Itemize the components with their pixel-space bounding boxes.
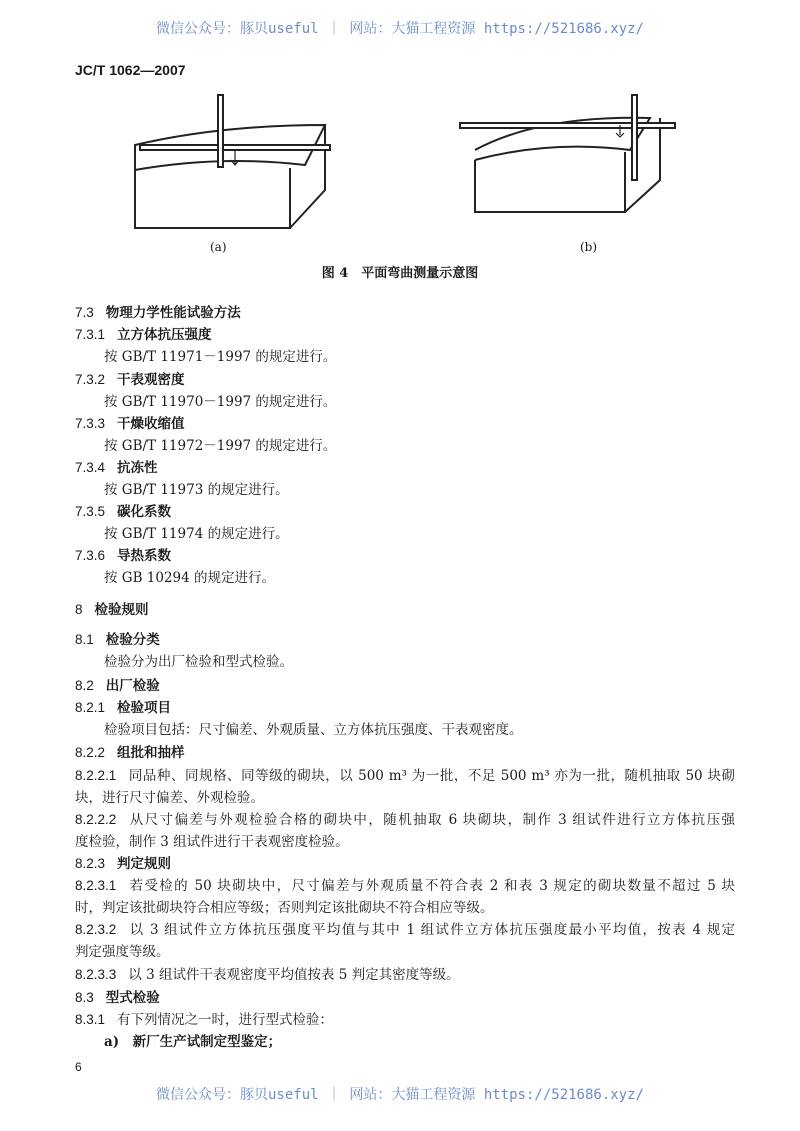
paragraph-text: 按 GB/T 11974 的规定进行。 — [104, 526, 289, 542]
section-heading: 干燥收缩值 — [117, 416, 185, 432]
text-line — [104, 436, 735, 456]
page-number: 6 — [75, 1060, 82, 1074]
section-line — [75, 676, 735, 696]
section-heading: 出厂检验 — [105, 678, 160, 694]
section-number: 7.3.2 — [75, 372, 106, 387]
section-number: 8 — [75, 602, 83, 617]
paragraph-text: 以 3 组试件立方体抗压强度平均值与其中 1 组试件立方体抗压强度最小平均值，按表 4 规定 — [128, 922, 735, 938]
paragraph-text: 若受检的 50 块砌块中，尺寸偏差与外观质量不符合表 2 和表 3 规定的砌块数量不超过 5 块 — [128, 878, 735, 894]
text-line — [75, 788, 735, 808]
section-heading: 检验项目 — [117, 700, 172, 716]
section-number: 7.3.6 — [75, 548, 106, 563]
section-heading: 检验分类 — [105, 632, 160, 648]
document-code: JC/T 1062—2007 — [75, 62, 186, 78]
section-line — [75, 502, 735, 522]
section-number: 7.3.5 — [75, 504, 106, 519]
section-line — [75, 810, 735, 830]
paragraph-text: 同品种、同规格、同等级的砌块，以 500 m³ 为一批，不足 500 m³ 亦为一批，随机抽取 50 块砌 — [128, 768, 735, 784]
section-line — [75, 766, 735, 786]
section-heading: 导热系数 — [117, 548, 172, 564]
section-line — [75, 303, 735, 323]
section-number: 8.2.2 — [75, 745, 106, 760]
paragraph-text: 时，判定该批砌块符合相应等级；否则判定该批砌块不符合相应等级。 — [75, 900, 494, 916]
section-number: 7.3.1 — [75, 327, 106, 342]
section-number: 7.3 — [75, 305, 94, 320]
section-number: 8.1 — [75, 632, 94, 647]
section-heading: 物理力学性能试验方法 — [105, 305, 241, 321]
watermark-top: 微信公众号：豚贝useful ｜ 网站：大猫工程资源 https://521686.xyz/ — [155, 21, 644, 37]
section-line — [75, 1010, 735, 1030]
section-number: 8.2.3.1 — [75, 878, 117, 893]
paragraph-text: 按 GB/T 11971－1997 的规定进行。 — [104, 349, 337, 365]
text-line — [75, 832, 735, 852]
section-line — [75, 414, 735, 434]
paragraph-text: 度检验，制作 3 组试件进行干表观密度检验。 — [75, 834, 349, 850]
section-heading: a) 新厂生产试制定型鉴定； — [104, 1034, 282, 1050]
section-heading: 立方体抗压强度 — [117, 327, 212, 343]
paragraph-text: 按 GB/T 11973 的规定进行。 — [104, 482, 289, 498]
figure-label-b: (b) — [580, 240, 598, 254]
section-line — [75, 698, 735, 718]
section-number: 8.2.3.3 — [75, 967, 117, 982]
section-heading: 抗冻性 — [117, 460, 158, 476]
paragraph-text: 按 GB/T 11970－1997 的规定进行。 — [104, 394, 337, 410]
section-number: 8.3 — [75, 990, 94, 1005]
paragraph-text: 从尺寸偏差与外观检验合格的砌块中，随机抽取 6 块砌块，制作 3 组试件进行立方体抗压强 — [128, 812, 735, 828]
section-heading: 判定规则 — [117, 856, 172, 872]
section-line — [75, 920, 735, 940]
section-line — [75, 876, 735, 896]
paragraph-text: 检验项目包括：尺寸偏差、外观质量、立方体抗压强度、干表观密度。 — [104, 722, 523, 738]
section-number: 7.3.3 — [75, 416, 106, 431]
text-line — [104, 392, 735, 412]
figure-label-a: (a) — [210, 240, 227, 254]
section-line — [75, 630, 735, 650]
section-line — [75, 458, 735, 478]
text-line — [75, 898, 735, 918]
paragraph-text: 按 GB/T 11972－1997 的规定进行。 — [104, 438, 337, 454]
section-line — [75, 743, 735, 763]
paragraph-text: 块，进行尺寸偏差、外观检验。 — [75, 790, 264, 806]
section-heading: 干表观密度 — [117, 372, 185, 388]
section-number: 8.2.2.1 — [75, 768, 117, 783]
text-line — [104, 524, 735, 544]
paragraph-text: 判定强度等级。 — [75, 944, 170, 960]
section-number: 8.2.3.2 — [75, 922, 117, 937]
figure-4-diagram — [120, 90, 700, 240]
section-line — [75, 546, 735, 566]
section-number: 7.3.4 — [75, 460, 106, 475]
section-line — [75, 325, 735, 345]
paragraph-text: 有下列情况之一时，进行型式检验： — [117, 1012, 334, 1028]
section-number: 8.2.1 — [75, 700, 106, 715]
section-line — [75, 988, 735, 1008]
section-line — [75, 600, 735, 620]
text-line — [104, 568, 735, 588]
paragraph-text: 检验分为出厂检验和型式检验。 — [104, 654, 293, 670]
section-line — [75, 370, 735, 390]
text-line — [104, 480, 735, 500]
section-line — [75, 854, 735, 874]
text-line — [104, 652, 735, 672]
section-heading: 检验规则 — [94, 602, 149, 618]
section-number: 8.2 — [75, 678, 94, 693]
paragraph-text: 以 3 组试件干表观密度平均值按表 5 判定其密度等级。 — [128, 967, 460, 983]
text-line — [104, 347, 735, 367]
section-number: 8.2.3 — [75, 856, 106, 871]
section-number: 8.3.1 — [75, 1012, 106, 1027]
watermark-bottom: 微信公众号：豚贝useful ｜ 网站：大猫工程资源 https://521686.xyz/ — [155, 1087, 644, 1103]
section-heading: 碳化系数 — [117, 504, 172, 520]
paragraph-text: 按 GB 10294 的规定进行。 — [104, 570, 276, 586]
section-number: 8.2.2.2 — [75, 812, 117, 827]
section-line — [75, 965, 735, 985]
section-heading: 型式检验 — [105, 990, 160, 1006]
section-heading: 组批和抽样 — [117, 745, 185, 761]
text-line — [104, 1032, 735, 1052]
text-line — [75, 942, 735, 962]
text-line — [104, 720, 735, 740]
figure-caption: 图 4 平面弯曲测量示意图 — [321, 266, 479, 281]
